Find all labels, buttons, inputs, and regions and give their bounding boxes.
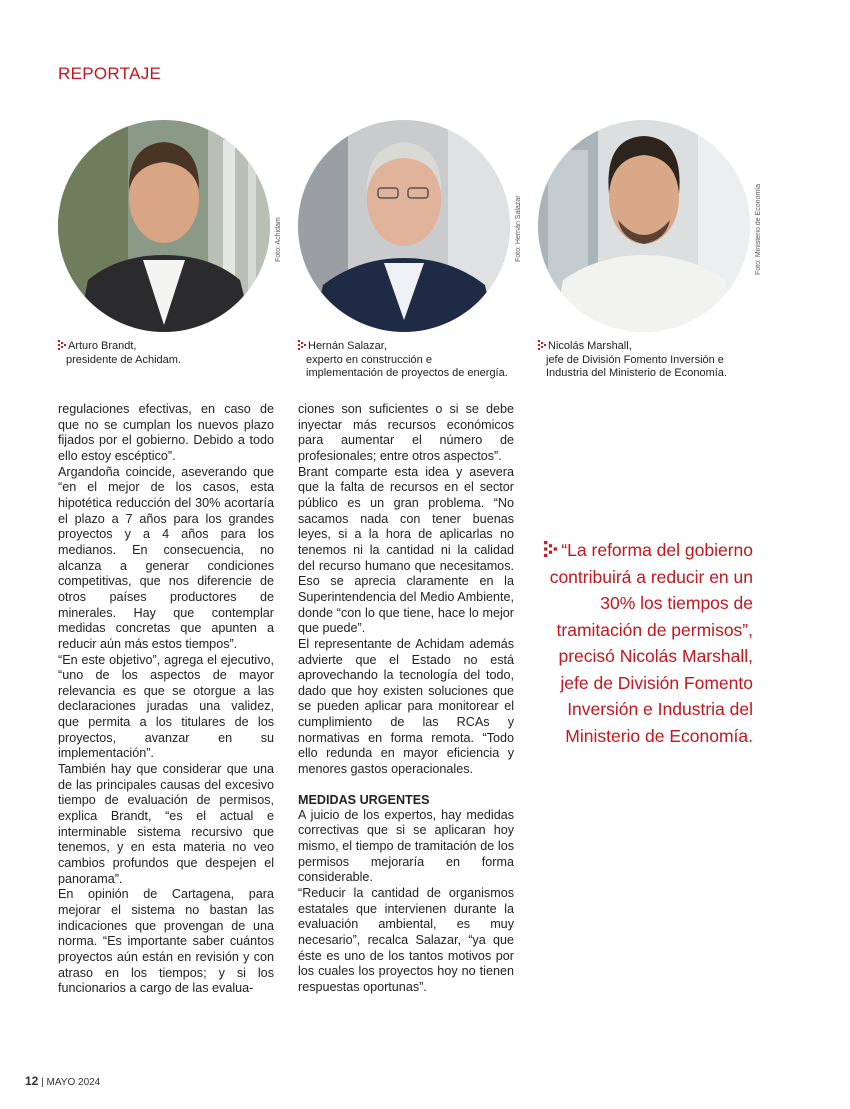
person-name: Arturo Brandt, — [68, 340, 137, 352]
person-role: experto en construcción e — [306, 353, 432, 366]
paragraph: Argandoña coincide, aseverando que “en el mejor de los casos, esta hipotética reducción del 30% acortaría el plazo a 7 años para los grandes proyectos y a 4 años para los medianos. En consecuencia, no alcanza a generar condiciones competitivas, que nos diferencie de otros países productores de minerales. Hay que contemplar medidas concretas que apunten a reducir aún más estos tiempos”. — [58, 464, 274, 651]
bullet-dots-icon — [538, 340, 546, 350]
paragraph: “Reducir la cantidad de organismos estatales que intervienen durante la evaluación ambiental, es muy necesario”, recalca Salazar, “ya que éste es uno de los tantos motivos por los cuales los proyectos hoy no tienen respuestas oportunas”. — [298, 886, 514, 994]
person-name: Nicolás Marshall, — [548, 340, 632, 352]
person-role: presidente de Achidam. — [66, 353, 181, 366]
pull-quote — [540, 537, 753, 749]
caption-name-line — [538, 340, 727, 354]
pull-quote-text: “La reforma del gobierno contribuirá a reducir en un 30% los tiempos de tramitación de permisos”, precisó Nicolás Marshall, jefe de División Fomento Inversión e Industria del Ministerio de Economía. — [549, 540, 753, 746]
article-column-2 — [298, 402, 514, 996]
paragraph: “En este objetivo”, agrega el ejecutivo, “uno de los aspectos de mayor relevancia es que se otorgue a las declaraciones juradas una validez, que permita a los titulares de los proyectos, avanzar en su implementación”. — [58, 652, 274, 761]
person-role: implementación de proyectos de energía. — [306, 367, 508, 379]
bullet-dots-icon — [58, 340, 66, 350]
paragraph: Brant comparte esta idea y asevera que la falta de recursos en el sector público es un gran problema. “No sacamos nada con tener buenas leyes, si a la hora de aplicarlas no tenemos ni la cantidad ni la calidad del recurso humano que necesitamos. Eso se aprecia claramente en la Superintendencia del Medio Ambiente, donde “con lo que tiene, hace lo mejor que puede”. — [298, 464, 514, 636]
page-footer — [25, 1074, 100, 1088]
paragraph: ciones son suficientes o si se debe inyectar más recursos económicos para aumentar el número de profesionales; entre otros aspectos”. — [298, 402, 514, 463]
caption-nicolas-marshall — [538, 340, 727, 381]
article-column-1 — [58, 402, 274, 997]
photo-credit-2: Foto: Hernán Salazar — [515, 195, 522, 262]
bullet-dots-icon — [544, 541, 557, 557]
subheading: MEDIDAS URGENTES — [298, 792, 430, 807]
paragraph: regulaciones efectivas, en caso de que no se cumplan los nuevos plazo fijados por el gobierno. Debido a todo ello estoy escéptico”. — [58, 402, 274, 463]
person-role: jefe de División Fomento Inversión e — [546, 353, 724, 366]
photo-credit-3: Foto: Ministerio de Economía — [755, 183, 762, 275]
caption-name-line — [298, 340, 508, 354]
bullet-dots-icon — [298, 340, 306, 350]
portrait-arturo-brandt — [58, 120, 270, 332]
person-role: Industria del Ministerio de Economía. — [546, 367, 727, 379]
issue-date: | MAYO 2024 — [41, 1077, 101, 1088]
paragraph: A juicio de los expertos, hay medidas correctivas que si se aplicaran hoy mismo, el tiempo de tramitación de los permisos mejoraría en forma considerable. — [298, 807, 514, 885]
paragraph: En opinión de Cartagena, para mejorar el sistema no bastan las indicaciones que provengan de una norma. “Es importante saber cuántos proyectos aún están en revisión y con atraso en los tiempos; y si los funcionarios a cargo de las evalua- — [58, 887, 274, 996]
section-label: REPORTAJE — [58, 64, 162, 83]
caption-arturo-brandt — [58, 340, 181, 367]
caption-name-line — [58, 340, 181, 354]
caption-hernan-salazar — [298, 340, 508, 381]
page-number: 12 — [25, 1074, 39, 1088]
portrait-hernan-salazar — [298, 120, 510, 332]
portrait-nicolas-marshall — [538, 120, 750, 332]
paragraph: El representante de Achidam además advierte que el Estado no está aprovechando la tecnología del todo, dado que hoy existen soluciones que se pueden aplicar para monitorear el cumplimiento de las RCAs y normativas en forma remota. “Todo ello redunda en mayor eficiencia y menores gastos operacionales. — [298, 636, 514, 777]
person-name: Hernán Salazar, — [308, 340, 387, 352]
paragraph: También hay que considerar que una de las principales causas del excesivo tiempo de evaluación de permisos, explica Brandt, “es el actual e interminable sistema recursivo que tenemos, y en esta materia no veo cambios profundos que despejen el panorama”. — [58, 762, 274, 886]
photo-credit-1: Foto: Achidam — [275, 217, 282, 262]
